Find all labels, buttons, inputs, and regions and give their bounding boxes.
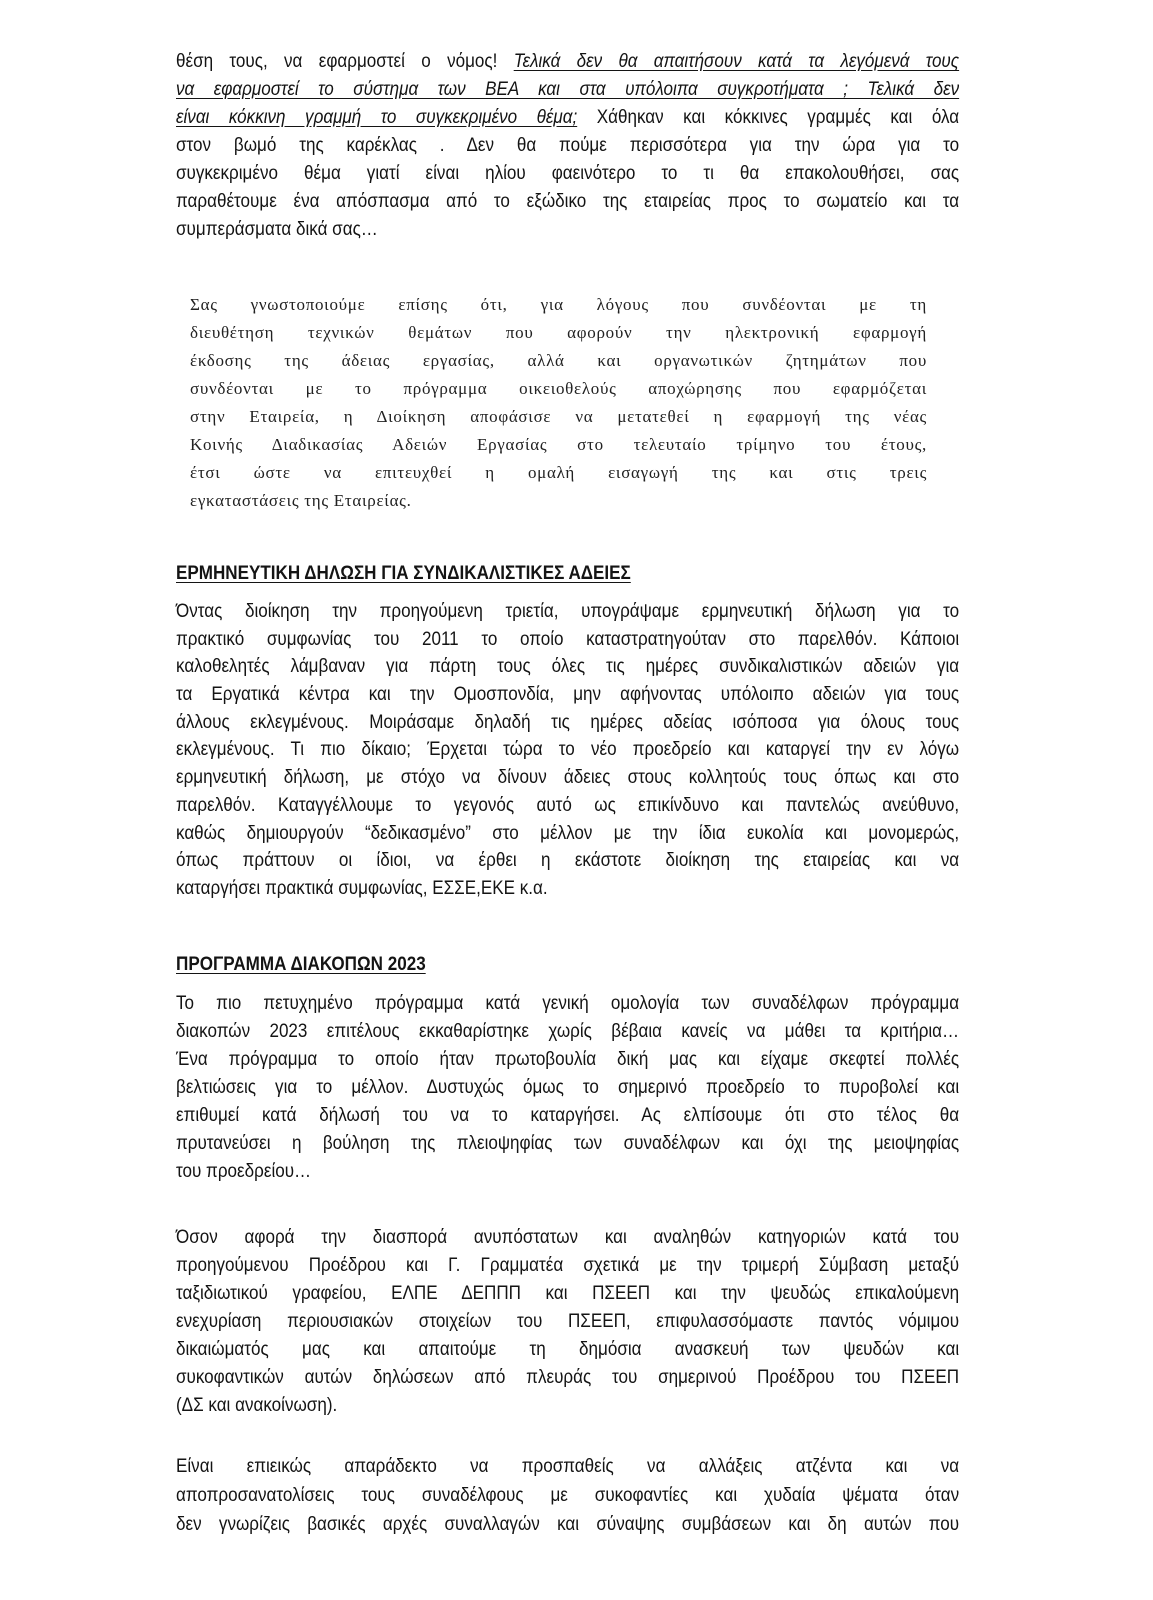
paragraph-accusations	[176, 1223, 1071, 1419]
quoted-excerpt	[190, 291, 927, 515]
paragraph-union-leave	[176, 598, 1071, 903]
text-line: δικαιώματός μας και απαιτούμε τη δημόσια ανασκευή των ψευδών και	[176, 1338, 960, 1360]
text-line: καλοθελητές λάμβαναν για πάρτη τους όλες τις ημέρες συνδικαλιστικών αδειών για	[176, 655, 960, 678]
text-line: διακοπών 2023 επιτέλους εκκαθαρίστηκε χωρίς βέβαια κανείς να μάθει τα κριτήρια…	[176, 1020, 960, 1042]
text-line: προηγούμενου Προέδρου και Γ. Γραμματέα σχετικά με την τριμερή Σύμβαση μεταξύ	[176, 1254, 960, 1276]
text-line: παρελθόν. Καταγγέλλουμε το γεγονός αυτό ως επικίνδυνο και παντελώς ανεύθυνο,	[176, 793, 960, 816]
text-line: Είναι επιεικώς απαράδεκτο να προσπαθείς να αλλάξεις ατζέντα και να	[176, 1455, 960, 1477]
text-line: δεν γνωρίζεις βασικές αρχές συναλλαγών και σύναψης συμβάσεων και δη αυτών που	[176, 1513, 960, 1535]
text-line	[176, 215, 959, 243]
text-line: άλλους εκλεγμένους. Μοιράσαμε δηλαδή τις ημέρες αδείας ισόποσα για όλους τους	[176, 710, 960, 733]
text-line: του προεδρείου…	[176, 1160, 312, 1182]
text-line: (ΔΣ και ανακοίνωση).	[176, 1394, 338, 1416]
text-segment: Χάθηκαν και κόκκινες γραμμές και όλα	[577, 106, 960, 128]
text-line: Όντας διοίκηση την προηγούμενη τριετία, υπογράψαμε ερμηνευτική δήλωση για το	[176, 600, 960, 622]
text-line: εγκαταστάσεις της Εταιρείας.	[190, 491, 412, 510]
text-line: Σας γνωστοποιούμε επίσης ότι, για λόγους που συνδέονται με τη	[190, 295, 927, 314]
text-line: πρυτανεύσει η βούληση της πλειοψηφίας των συναδέλφων και όχι της μειοψηφίας	[176, 1132, 960, 1154]
text-line: καθώς δημιουργούν “δεδικασμένο” στο μέλλον με την ίδια ευκολία και μονομερώς,	[176, 821, 960, 844]
text-line: Κοινής Διαδικασίας Αδειών Εργασίας στο τελευταίο τρίμηνο του έτους,	[190, 435, 927, 454]
text-segment: συγκεκριμένο θέμα γιατί είναι ηλίου φαεινότερο το τι θα επακολουθήσει, σας	[176, 162, 960, 184]
text-segment: στον βωμό της καρέκλας . Δεν θα πούμε περισσότερα για την ώρα για το	[176, 134, 960, 156]
text-line	[176, 131, 959, 159]
text-line	[176, 47, 959, 75]
text-line: αποπροσανατολίσεις τους συναδέλφους με συκοφαντίες και χυδαία ψέματα όταν	[176, 1484, 960, 1506]
text-line: καταργήσει πρακτικά συμφωνίας, ΕΣΣΕ,ΕΚΕ κ.α.	[176, 876, 548, 899]
text-line: Το πιο πετυχημένο πρόγραμμα κατά γενική ομολογία των συναδέλφων πρόγραμμα	[176, 992, 960, 1014]
text-line: συκοφαντικών αυτών δηλώσεων από πλευράς του σημερινού Προέδρου του ΠΣΕΕΠ	[176, 1366, 960, 1388]
text-segment: συμπεράσματα δικά σας…	[176, 218, 378, 240]
emphasized-text: είναι κόκκινη γραμμή το συγκεκριμένο θέμα;	[176, 106, 578, 128]
text-line: διευθέτηση τεχνικών θεμάτων που αφορούν την ηλεκτρονική εφαρμογή	[190, 323, 927, 342]
emphasized-text: να εφαρμοστεί το σύστημα των ΒΕΑ και στα υπόλοιπα συγκροτήματα ; Τελικά δεν	[176, 78, 960, 100]
paragraph-unacceptable	[176, 1452, 1071, 1539]
text-line: ενεχυρίαση περιουσιακών στοιχείων του ΠΣΕΕΠ, επιφυλασσόμαστε παντός νόμιμου	[176, 1310, 960, 1332]
paragraph-intro	[176, 47, 1071, 243]
text-line: επιθυμεί κατά δήλωσή του να το καταργήσει. Ας ελπίσουμε ότι στο τέλος θα	[176, 1104, 960, 1126]
text-line: έκδοσης της άδειας εργασίας, αλλά και οργανωτικών ζητημάτων που	[190, 351, 927, 370]
text-line: εκλεγμένους. Τι πιο δίκαιο; Έρχεται τώρα το νέο προεδρείο και καταργεί την εν λόγω	[176, 738, 960, 761]
text-segment: παραθέτουμε ένα απόσπασμα από το εξώδικο της εταιρείας προς το σωματείο και τα	[176, 190, 960, 212]
text-line: Όσον αφορά την διασπορά ανυπόστατων και αναληθών κατηγοριών κατά του	[176, 1226, 960, 1248]
text-line: ταξιδιωτικού γραφείου, ΕΛΠΕ ΔΕΠΠΠ και ΠΣΕΕΠ και την ψευδώς επικαλούμενη	[176, 1282, 960, 1304]
text-line: έτσι ώστε να επιτευχθεί η ομαλή εισαγωγή της και στις τρεις	[190, 463, 927, 482]
text-line: στην Εταιρεία, η Διοίκηση αποφάσισε να μετατεθεί η εφαρμογή της νέας	[190, 407, 927, 426]
emphasized-text: Τελικά δεν θα απαιτήσουν κατά τα λεγόμενά τους	[513, 50, 960, 72]
text-line	[176, 187, 959, 215]
text-line: όπως πράττουν οι ίδιοι, να έρθει η εκάστοτε διοίκηση της εταιρείας και να	[176, 849, 960, 872]
section-heading-union-leave: ΕΡΜΗΝΕΥΤΙΚΗ ΔΗΛΩΣΗ ΓΙΑ ΣΥΝΔΙΚΑΛΙΣΤΙΚΕΣ ΑΔΕΙΕΣ	[176, 562, 631, 584]
text-line: Ένα πρόγραμμα το οποίο ήταν πρωτοβουλία δική μας και είχαμε σκεφτεί πολλές	[176, 1048, 960, 1070]
text-line	[176, 159, 959, 187]
text-segment: θέση τους, να εφαρμοστεί ο νόμος!	[176, 50, 514, 72]
section-heading-vacation-2023: ΠΡΟΓΡΑΜΜΑ ΔΙΑΚΟΠΩΝ 2023	[176, 953, 426, 975]
paragraph-vacation-program	[176, 989, 1071, 1185]
text-line: βελτιώσεις για το μέλλον. Δυστυχώς όμως το σημερινό προεδρείο το πυροβολεί και	[176, 1076, 960, 1098]
text-line: τα Εργατικά κέντρα και την Ομοσπονδία, μην αφήνοντας υπόλοιπο αδειών για τους	[176, 683, 960, 706]
text-line: πρακτικό συμφωνίας του 2011 το οποίο καταστρατηγούταν στο παρελθόν. Κάποιοι	[176, 627, 960, 650]
text-line	[176, 75, 959, 103]
text-line: συνδέονται με το πρόγραμμα οικειοθελούς αποχώρησης που εφαρμόζεται	[190, 379, 927, 398]
text-line: ερμηνευτική δήλωση, με στόχο να δίνουν άδειες στους κολλητούς τους όπως και στο	[176, 766, 960, 789]
text-line	[176, 103, 959, 131]
